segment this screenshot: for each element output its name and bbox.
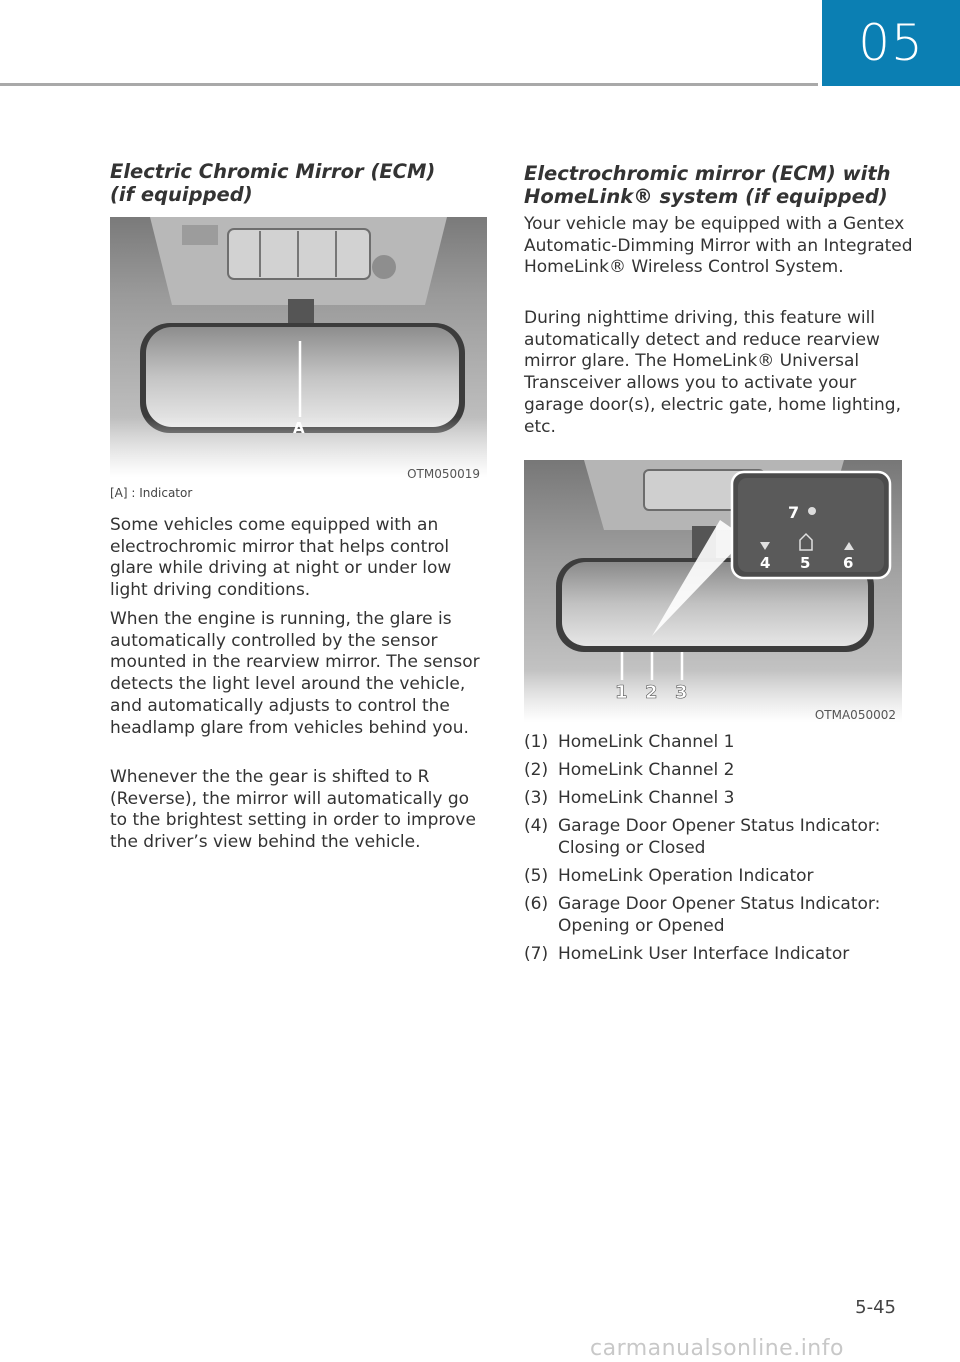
left-paragraph-3: Whenever the the gear is shifted to R (Reverse), the mirror will automatically go to the brightest setting in order to improve the driver’s view behind the vehicle. — [110, 767, 476, 853]
figure-label-3: 3 — [675, 682, 688, 703]
figure-label-6: 6 — [843, 554, 854, 572]
homelink-mirror-illustration — [524, 460, 902, 722]
ecm-mirror-photo — [110, 217, 487, 477]
left-paragraph-2: When the engine is running, the glare is automatically controlled by the sensor mounted in the rearview mirror. The sensor detects the light level around the vehicle, and automatically adjusts to control the headlamp glare from vehicles behind you. — [110, 609, 480, 738]
page-number: 5-45 — [855, 1297, 896, 1318]
legend-list — [524, 731, 914, 971]
left-heading-line1: Electric Chromic Mirror (ECM) — [110, 160, 436, 183]
right-heading — [524, 162, 914, 208]
left-paragraph-1: Some vehicles come equipped with an electrochromic mirror that helps control glare while driving at night or under low light driving conditions. — [110, 515, 452, 601]
list-item: (7) HomeLink User Interface Indicator — [524, 944, 850, 964]
left-heading-line2: (if equipped) — [110, 183, 253, 206]
list-item: (5) HomeLink Operation Indicator — [524, 866, 814, 886]
right-heading-line2: HomeLink® system (if equipped) — [524, 185, 888, 208]
figure-label-1: 1 — [615, 682, 628, 703]
ecm-mirror-illustration — [110, 217, 487, 477]
figure-label-5: 5 — [800, 554, 811, 572]
list-item: (4) Garage Door Opener Status Indicator: Closing or Closed — [524, 816, 881, 858]
list-item: (2) HomeLink Channel 2 — [524, 760, 735, 780]
figure-label-2: 2 — [645, 682, 658, 703]
user-interface-indicator-icon — [808, 507, 816, 515]
figure-label-4: 4 — [760, 554, 771, 572]
list-item: (6) Garage Door Opener Status Indicator: Opening or Opened — [524, 894, 881, 936]
left-heading — [110, 160, 490, 206]
chapter-tab: 05 — [822, 0, 960, 86]
homelink-mirror-photo — [524, 460, 902, 722]
figure-label-7: 7 — [788, 503, 800, 522]
watermark[interactable]: carmanualsonline.info — [590, 1336, 844, 1361]
list-item: (1) HomeLink Channel 1 — [524, 732, 735, 752]
list-item: (3) HomeLink Channel 3 — [524, 788, 735, 808]
header-rule — [0, 83, 818, 86]
figure-caption: [A] : Indicator — [110, 486, 193, 500]
figure-code-2: OTMA050002 — [814, 708, 896, 722]
right-paragraph-2: During nighttime driving, this feature will automatically detect and reduce rearview mirror glare. The HomeLink® Universal Transceiver allows you to activate your garage door(s), electric gate, home lighting, etc. — [524, 308, 902, 437]
right-paragraph-1: Your vehicle may be equipped with a Gentex Automatic-Dimming Mirror with an Integrated HomeLink® Wireless Control System. — [524, 214, 913, 278]
figure-code: OTM050019 — [407, 467, 480, 481]
right-heading-line1: Electrochromic mirror (ECM) with — [524, 162, 891, 185]
